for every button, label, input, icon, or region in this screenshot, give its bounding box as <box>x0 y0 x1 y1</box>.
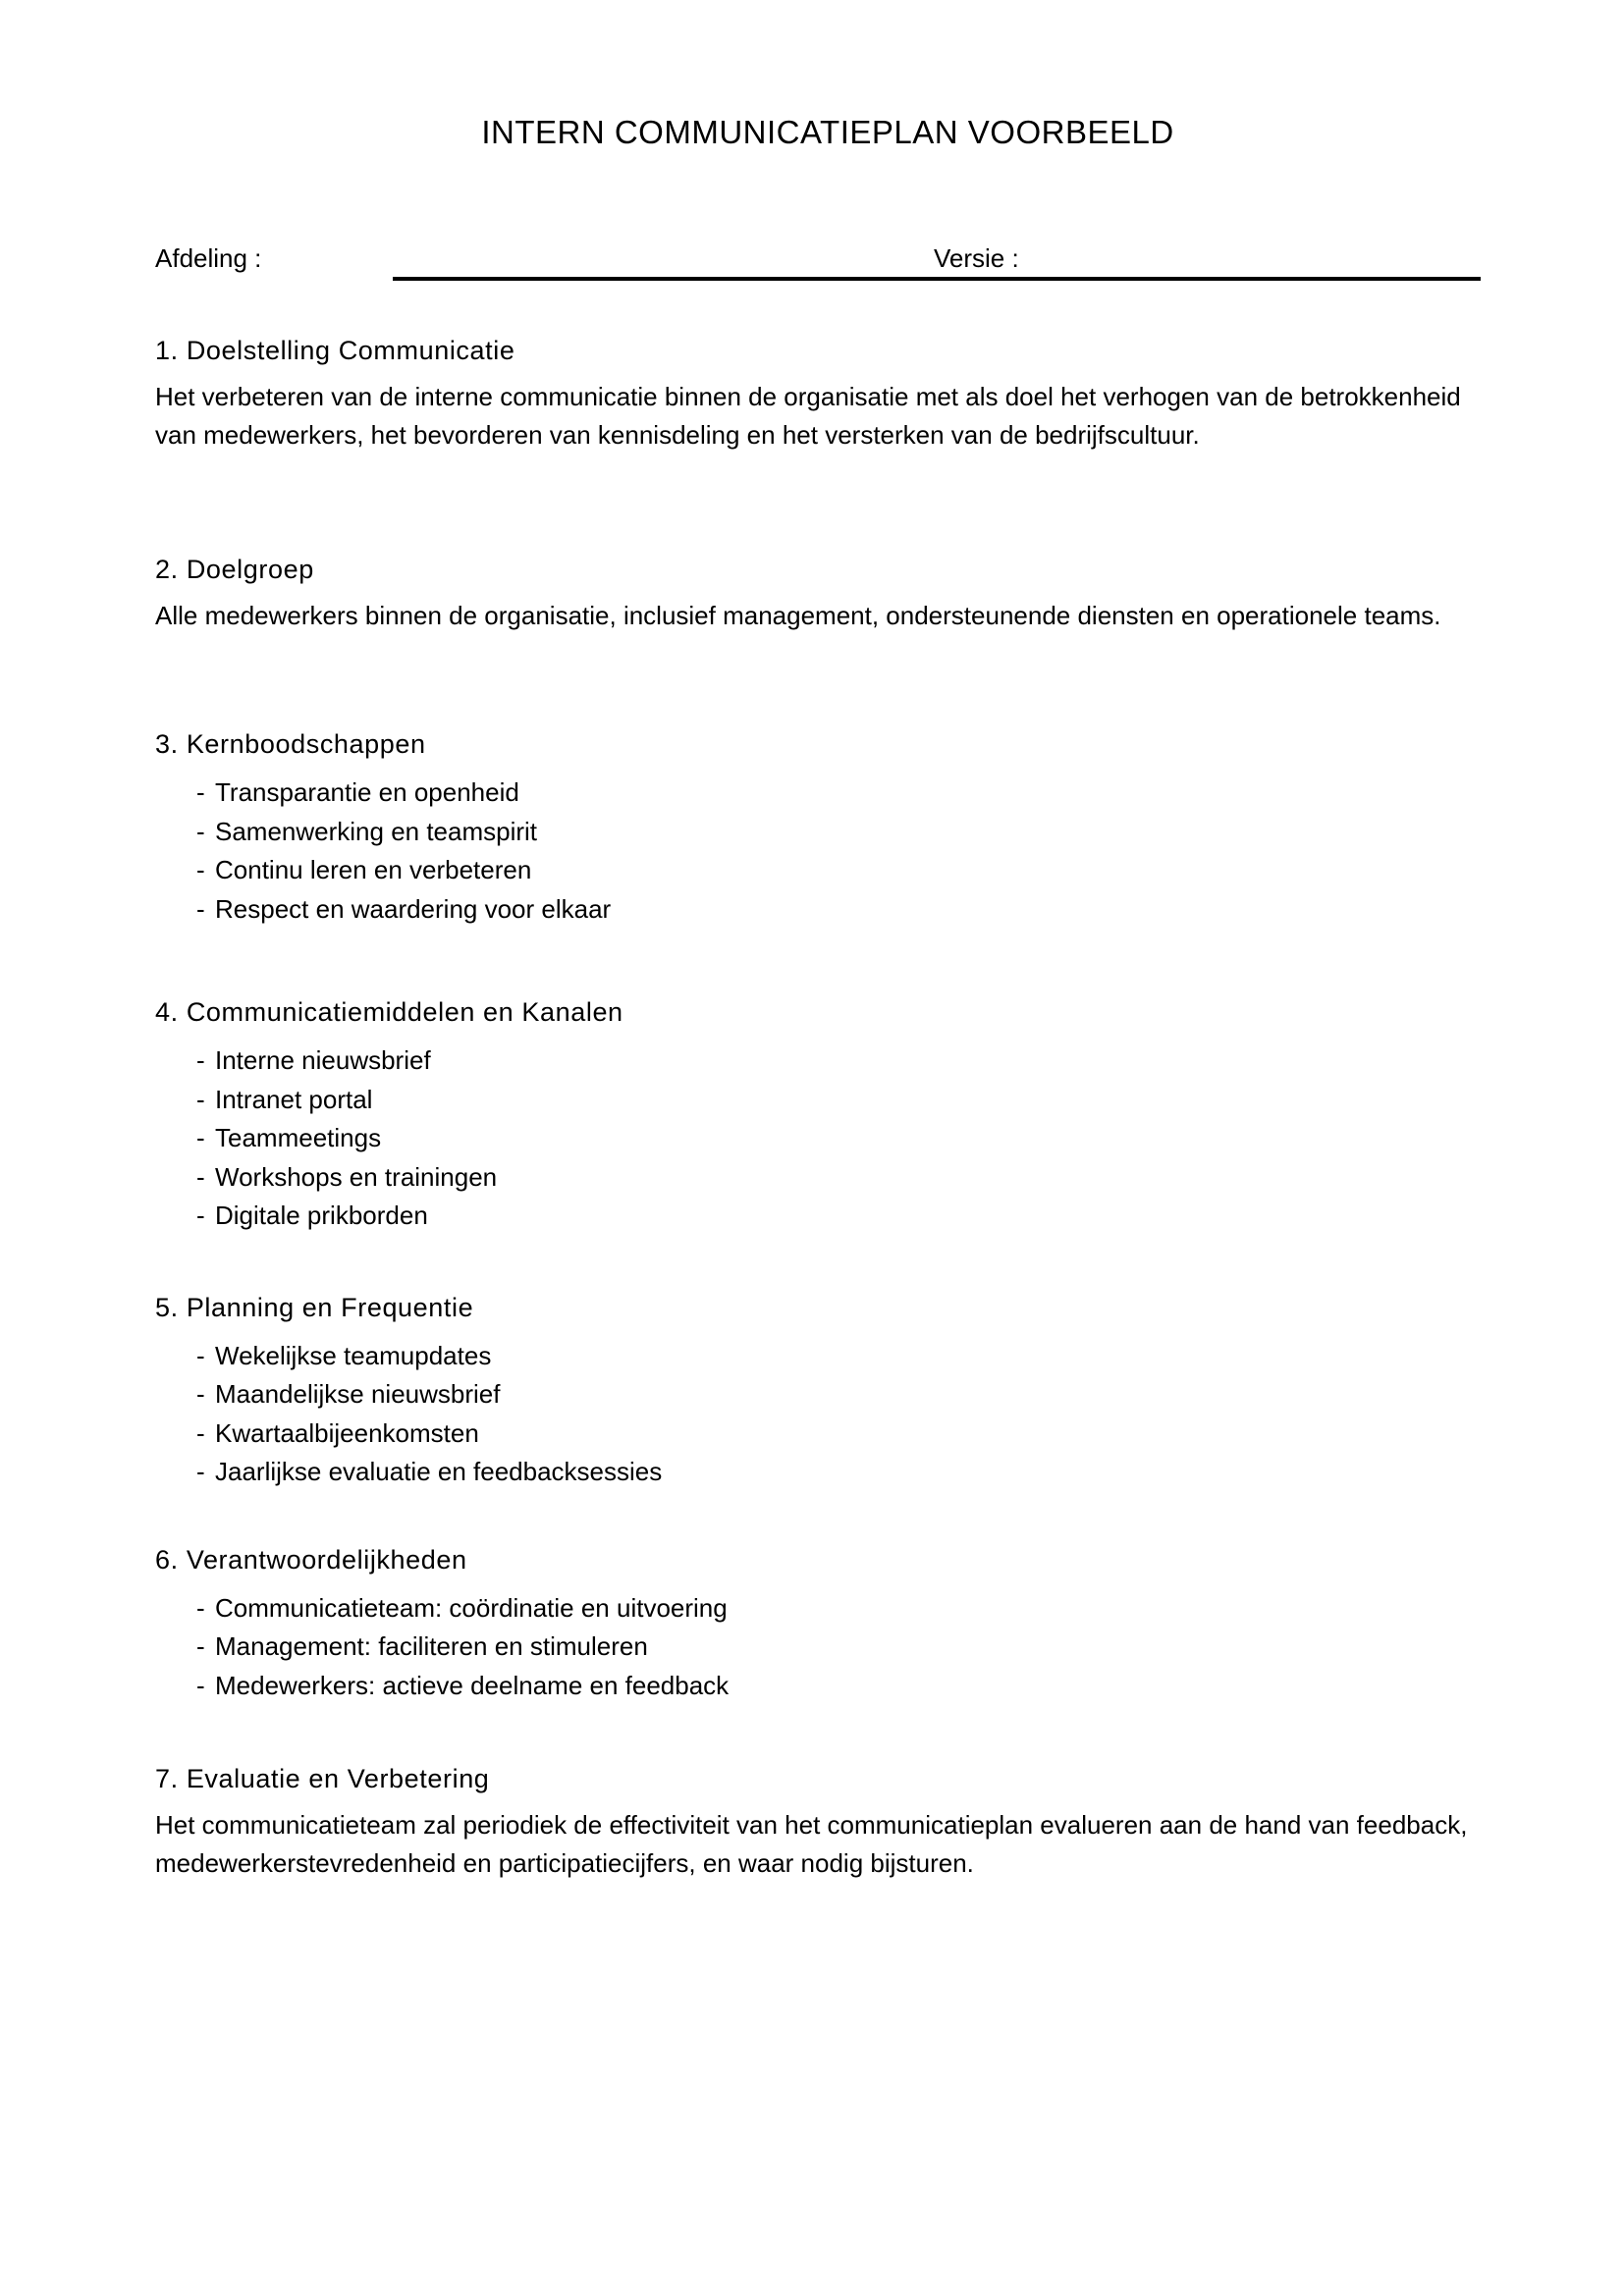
versie-label: Versie : <box>934 243 1019 273</box>
list-item-text: Jaarlijkse evaluatie en feedbacksessies <box>215 1457 663 1486</box>
bullet-list <box>155 1589 1500 1706</box>
list-dash-marker: - <box>196 1670 205 1700</box>
section-planning <box>155 1289 1500 1492</box>
section-paragraph: Alle medewerkers binnen de organisatie, inclusief management, ondersteunende diensten en operationele teams. <box>155 601 1441 630</box>
section-doelstelling <box>155 332 1500 454</box>
list-item <box>196 1628 1500 1667</box>
header-fields-row <box>155 240 1500 283</box>
fill-in-underline <box>393 277 1481 281</box>
list-dash-marker: - <box>196 1045 205 1075</box>
list-item <box>196 774 1500 813</box>
list-dash-marker: - <box>196 1417 205 1448</box>
list-item-text: Teammeetings <box>215 1123 382 1152</box>
bullet-list <box>155 1337 1500 1492</box>
list-item-text: Respect en waardering voor elkaar <box>215 893 612 924</box>
list-item <box>196 1081 1500 1120</box>
list-item <box>196 1453 1500 1492</box>
list-dash-marker: - <box>196 1201 205 1230</box>
list-item <box>196 890 1500 930</box>
list-dash-marker: - <box>196 1631 205 1661</box>
list-item <box>196 1041 1500 1081</box>
list-dash-marker: - <box>196 816 205 846</box>
section-heading: 6. Verantwoordelijkheden <box>155 1544 467 1575</box>
list-item-text: Communicatieteam: coördinatie en uitvoering <box>215 1592 728 1623</box>
section-paragraph: Het verbeteren van de interne communicatie binnen de organisatie met als doel het verhogen van de betrokkenheid van medewerkers, het bevorderen van kennisdeling en het versterken van de bedrijfscultuur. <box>155 382 1461 450</box>
afdeling-label: Afdeling : <box>155 243 262 273</box>
list-dash-marker: - <box>196 855 205 884</box>
list-dash-marker: - <box>196 777 205 807</box>
list-item-text: Workshops en trainingen <box>215 1161 498 1192</box>
list-item-text: Samenwerking en teamspirit <box>215 816 538 846</box>
section-doelgroep <box>155 551 1500 635</box>
bullet-list <box>155 1041 1500 1236</box>
list-item-text: Digitale prikborden <box>215 1201 428 1230</box>
list-dash-marker: - <box>196 1379 205 1409</box>
list-item <box>196 813 1500 852</box>
list-item <box>196 1337 1500 1376</box>
list-item <box>196 851 1500 890</box>
section-heading: 3. Kernboodschappen <box>155 729 426 759</box>
list-item-text: Continu leren en verbeteren <box>215 855 532 884</box>
list-item <box>196 1415 1500 1454</box>
list-item-text: Maandelijkse nieuwsbrief <box>215 1379 501 1409</box>
section-heading: 1. Doelstelling Communicatie <box>155 336 515 365</box>
list-item <box>196 1158 1500 1198</box>
bullet-list <box>155 774 1500 929</box>
section-heading: 4. Communicatiemiddelen en Kanalen <box>155 997 623 1027</box>
section-paragraph: Het communicatieteam zal periodiek de effectiviteit van het communicatieplan evalueren aan de hand van feedback, medewerkerstevredenheid en participatiecijfers, en waar nodig bijsturen. <box>155 1810 1468 1878</box>
section-communicatiemiddelen <box>155 993 1500 1236</box>
page-title: INTERN COMMUNICATIEPLAN VOORBEELD <box>481 114 1174 150</box>
list-item <box>196 1375 1500 1415</box>
list-dash-marker: - <box>196 1457 205 1486</box>
list-dash-marker: - <box>196 1592 205 1623</box>
list-dash-marker: - <box>196 1084 205 1114</box>
list-item-text: Wekelijkse teamupdates <box>215 1340 492 1370</box>
list-item <box>196 1667 1500 1706</box>
list-item-text: Management: faciliteren en stimuleren <box>215 1631 648 1661</box>
list-item <box>196 1589 1500 1629</box>
section-kernboodschappen <box>155 725 1500 929</box>
list-dash-marker: - <box>196 893 205 924</box>
section-heading: 7. Evaluatie en Verbetering <box>155 1764 490 1793</box>
section-verantwoordelijkheden <box>155 1541 1500 1706</box>
list-item-text: Kwartaalbijeenkomsten <box>215 1417 479 1448</box>
section-evaluatie <box>155 1760 1500 1883</box>
list-dash-marker: - <box>196 1161 205 1192</box>
list-item-text: Medewerkers: actieve deelname en feedback <box>215 1670 730 1700</box>
list-item <box>196 1119 1500 1158</box>
list-dash-marker: - <box>196 1340 205 1370</box>
list-item-text: Intranet portal <box>215 1084 373 1114</box>
list-item-text: Transparantie en openheid <box>215 777 519 807</box>
list-item-text: Interne nieuwsbrief <box>215 1045 431 1075</box>
section-heading: 2. Doelgroep <box>155 555 314 584</box>
section-heading: 5. Planning en Frequentie <box>155 1292 474 1322</box>
list-item <box>196 1197 1500 1236</box>
list-dash-marker: - <box>196 1123 205 1152</box>
